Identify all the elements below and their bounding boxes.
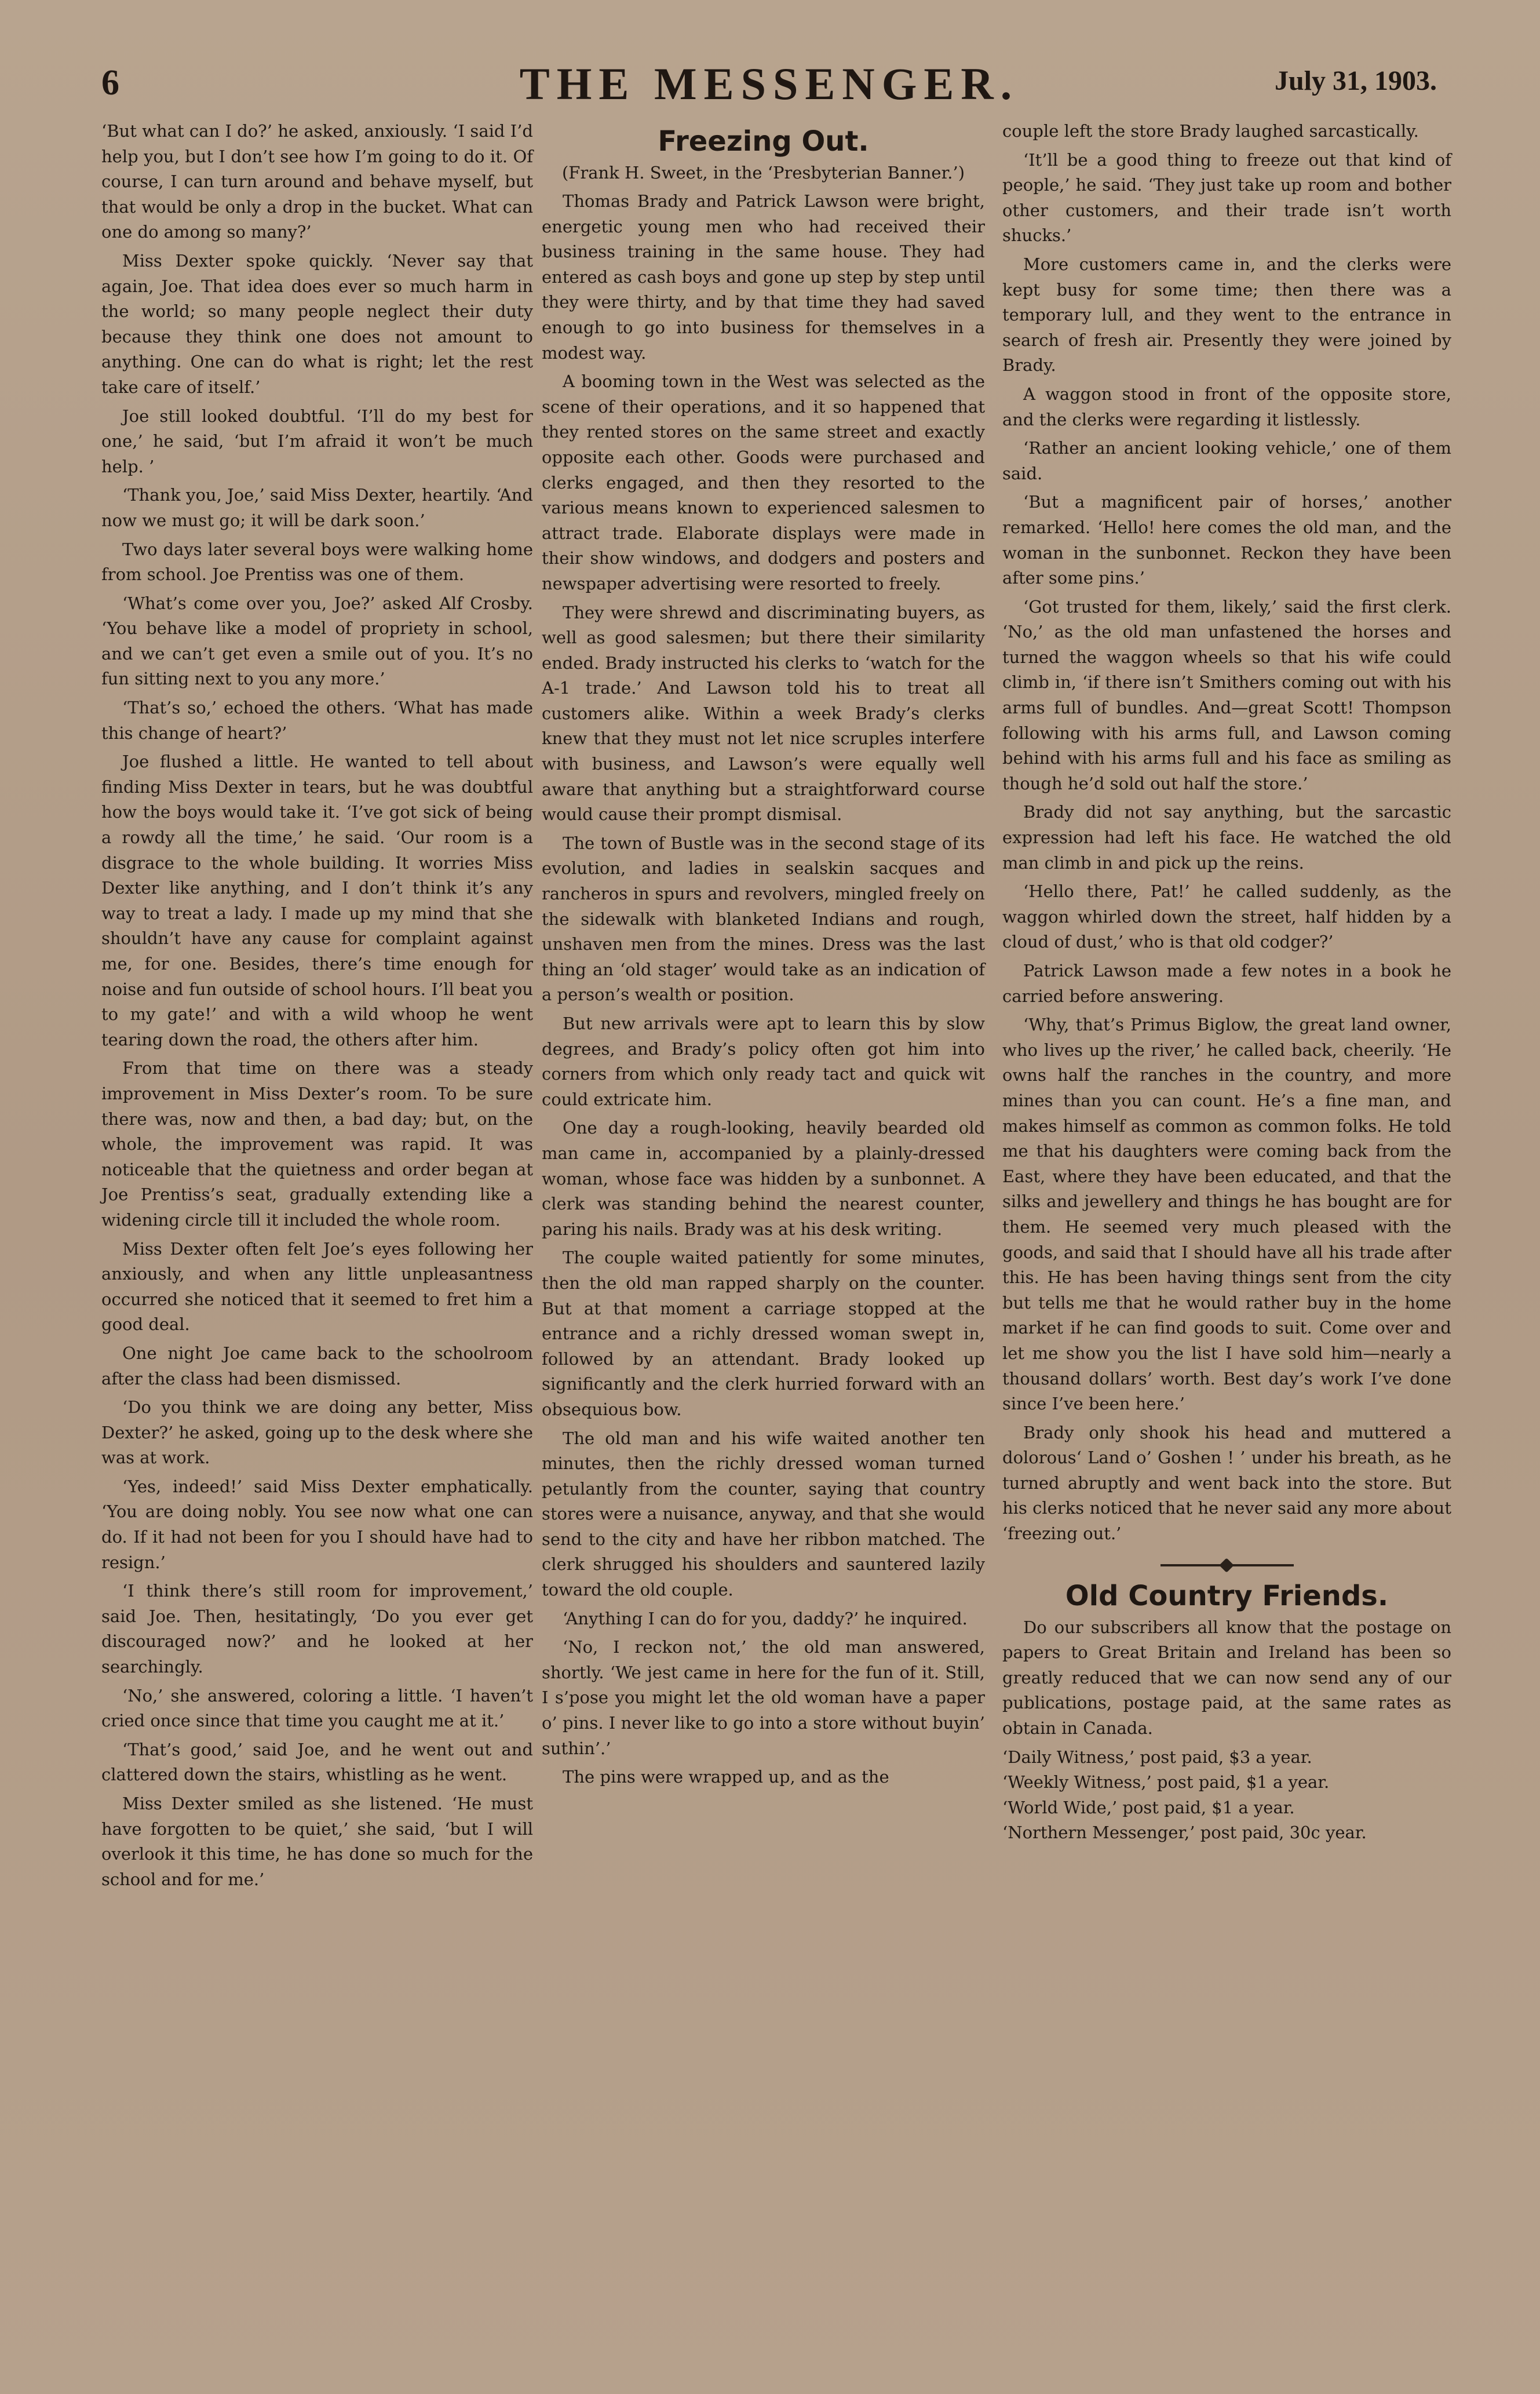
paragraph: The pins were wrapped up, and as the — [563, 1767, 889, 1787]
paragraph: One day a rough-looking, heavily bearded old man came in, accompanied by a plainly-dressed woman, whose face was hidden by a sunbonnet. A clerk was standing behind the nearest counter, paring his nails. Brady was at his desk writing. — [542, 1118, 985, 1239]
paragraph: More customers came in, and the clerks were kept busy for some time; then there was a temporary lull, and they went to the entrance in search of fresh air. Presently they were joined by Brady. — [1002, 254, 1451, 376]
paragraph: ‘Yes, indeed!’ said Miss Dexter emphatically. ‘You are doing nobly. You see now what one can do. If it had not been for you I should have had to resign.’ — [101, 1476, 533, 1572]
paragraph: Miss Dexter spoke quickly. ‘Never say that again, Joe. That idea does ever so much harm in the world; so many people neglect their duty because they think one does not amount to anything. One can do what is right; let the rest take care of itself.’ — [101, 250, 533, 397]
paragraph: One night Joe came back to the schoolroom after the class had been dismissed. — [101, 1343, 533, 1389]
issue-date: July 31, 1903. — [1274, 65, 1437, 96]
paragraph: ‘No,’ she answered, coloring a little. ‘I haven’t cried once since that time you caught me at it.’ — [101, 1685, 533, 1731]
notice-heading: Old Country Friends. — [1065, 1579, 1389, 1612]
paragraph: ‘What’s come over you, Joe?’ asked Alf Crosby. ‘You behave like a model of propriety in school, and we can’t get even a smile out of you. It’s no fun sitting next to you any more.’ — [101, 593, 533, 689]
paragraph: ‘Thank you, Joe,’ said Miss Dexter, heartily. ‘And now we must go; it will be dark soon.’ — [101, 485, 533, 530]
paragraph: ‘Anything I can do for you, daddy?’ he inquired. — [563, 1608, 968, 1628]
notice-body: Do our subscribers all know that the postage on papers to Great Britain and Ireland has been so greatly reduced that we can now send any of our publications, postage paid, at the same rates as obtain in Canada. — [1002, 1617, 1451, 1739]
paragraph: Miss Dexter smiled as she listened. ‘He must have forgotten to be quiet,’ she said, ‘but I will overlook it this time, he has done so much for the school and for me.’ — [101, 1794, 533, 1889]
paragraph: ‘Why, that’s Primus Biglow, the great land owner, who lives up the river,’ he called back, cheerily. ‘He owns half the ranches in the country, and more mines than you can count. He’s a fine man, and makes himself as common as common folks. He told me that his daughters were coming back from the East, where they have been educated, and that the silks and jewellery and things he has bought are for them. He seemed very much pleased with the goods, and said that I should have all his trade after this. He has been having things sent from the city but tells me that he would rather buy in the home market if he can find goods to suit. Come over and let me show you the list I have sold him—nearly a thousand dollars’ worth. Best day’s work I’ve done since I’ve been here.’ — [1002, 1015, 1451, 1414]
paragraph: The town of Bustle was in the second stage of its evolution, and ladies in sealskin sacques and rancheros in spurs and revolvers, mingled freely on the sidewalk with blanketed Indians and rough, unshaven men from the mines. Dress was the last thing an ‘old stager’ would take as an indication of a person’s wealth or position. — [542, 833, 985, 1005]
column-2 — [542, 125, 985, 1794]
paragraph: But new arrivals were apt to learn this by slow degrees, and Brady’s policy often got him into corners from which only ready tact and quick wit could extricate him. — [542, 1014, 985, 1109]
price-line: ‘World Wide,’ post paid, $1 a year. — [1002, 1797, 1295, 1817]
paragraph: Thomas Brady and Patrick Lawson were bright, energetic young men who had received their business training in the same house. They had entered as cash boys and gone up step by step until they were thirty, and by that time they had saved enough to go into business for themselves in a modest way. — [542, 191, 985, 363]
paragraph: ‘Hello there, Pat!’ he called suddenly, as the waggon whirled down the street, half hidden by a cloud of dust,’ who is that old codger?’ — [1002, 881, 1451, 952]
paragraph: ‘Got trusted for them, likely,’ said the first clerk. ‘No,’ as the old man unfastened the horses and turned the waggon wheels so that his wife could climb in, ‘if there isn’t Smithers coming out with his arms full of bundles. And—great Scott! Thompson following with his arms full, and Lawson coming behind with his arms full and his face as smiling as though he’d sold out half the store.’ — [1002, 596, 1451, 793]
paragraph: Patrick Lawson made a few notes in a book he carried before answering. — [1002, 961, 1451, 1006]
paragraph: ‘Rather an ancient looking vehicle,’ one of them said. — [1002, 438, 1451, 483]
paragraph: They were shrewd and discriminating buyers, as well as good salesmen; but there their similarity ended. Brady instructed his clerks to ‘watch for the A-1 trade.’ And Lawson told his to treat all customers alike. Within a week Brady’s clerks knew that they must not let nice scruples interfere with business, and Lawson’s were equally well aware that anything but a straightforward course would cause their prompt dismisal. — [542, 602, 985, 825]
price-line: ‘Daily Witness,’ post paid, $3 a year. — [1002, 1747, 1312, 1767]
paragraph: Joe still looked doubtful. ‘I’ll do my best for one,’ he said, ‘but I’m afraid it won’t be much help. ’ — [101, 406, 533, 476]
paragraph: Brady did not say anything, but the sarcastic expression had left his face. He watched the old man climb in and pick up the reins. — [1002, 802, 1451, 873]
paragraph: Miss Dexter often felt Joe’s eyes following her anxiously, and when any little unpleasantness occurred she noticed that it seemed to fret him a good deal. — [101, 1238, 533, 1335]
paragraph: Brady only shook his head and muttered a dolorous‘ Land o’ Goshen ! ’ under his breath, as he turned abruptly and went back into the store. But his clerks noticed that he never said any more about ‘freezing out.’ — [1002, 1422, 1451, 1544]
paragraph: ‘That’s good,’ said Joe, and he went out and clattered down the stairs, whistling as he went. — [101, 1739, 533, 1785]
paragraph: ‘No, I reckon not,’ the old man answered, shortly. ‘We jest came in here for the fun of it. Still, I s’pose you might let the old woman have a paper o’ pins. I never like to go into a store without buyin’ suthin’.’ — [542, 1637, 985, 1758]
paragraph: Joe flushed a little. He wanted to tell about finding Miss Dexter in tears, but he was doubtful how the boys would take it. ‘I’ve got sick of being a rowdy all the time,’ he said. ‘Our room is a disgrace to the whole building. It worries Miss Dexter like anything, and I don’t think it’s any way to treat a lady. I made up my mind that she shouldn’t have any cause for complaint against me, for one. Besides, there’s time enough for noise and fun outside of school hours. I’ll beat you to my gate!’ and with a wild whoop he went tearing down the road, the others after him. — [101, 752, 533, 1050]
masthead — [101, 58, 1437, 110]
article-byline: (Frank H. Sweet, in the ‘Presbyterian Banner.’) — [561, 163, 965, 183]
column-3 — [1002, 119, 1451, 1846]
paragraph: couple left the store Brady laughed sarcastically. — [1002, 121, 1419, 141]
subscription-price-list — [1002, 1745, 1451, 1846]
article-heading: Freezing Out. — [658, 125, 869, 158]
newspaper-title: THE MESSENGER. — [519, 59, 1019, 109]
column-1 — [101, 119, 533, 1896]
section-divider — [1161, 1564, 1294, 1566]
page-number: 6 — [101, 63, 119, 103]
paragraph: ‘But what can I do?’ he asked, anxiously. ‘I said I’d help you, but I don’t see how I’m going to do it. Of course, I can turn around and behave myself, but that would be only a drop in the bucket. What can one do among so many?’ — [101, 121, 533, 242]
paragraph: ‘Do you think we are doing any better, Miss Dexter?’ he asked, going up to the desk where she was at work. — [101, 1397, 533, 1468]
paragraph: Two days later several boys were walking home from school. Joe Prentiss was one of them. — [101, 539, 533, 585]
paragraph: The old man and his wife waited another ten minutes, then the richly dressed woman turned petulantly from the counter, saying that country stores were a nuisance, anyway, and that she would send to the city and have her ribbon matched. The clerk shrugged his shoulders and sauntered lazily toward the old couple. — [542, 1428, 985, 1600]
paragraph: ‘It’ll be a good thing to freeze out that kind of people,’ he said. ‘They just take up room and bother other customers, and their trade isn’t worth shucks.’ — [1002, 150, 1451, 246]
paragraph: ‘But a magnificent pair of horses,’ another remarked. ‘Hello! here comes the old man, and the woman in the sunbonnet. Reckon they have been after some pins.’ — [1002, 492, 1451, 588]
paragraph: A booming town in the West was selected as the scene of their operations, and it so happened that they rented stores on the same street and exactly opposite each other. Goods were purchased and clerks engaged, and then they resorted to the various means known to experienced salesmen to attract trade. Elaborate displays were made in their show windows, and dodgers and posters and newspaper advertising were resorted to freely. — [542, 371, 985, 593]
paragraph: A waggon stood in front of the opposite store, and the clerks were regarding it listlessly. — [1002, 384, 1451, 429]
paragraph: The couple waited patiently for some minutes, then the old man rapped sharply on the counter. But at that moment a carriage stopped at the entrance and a richly dressed woman swept in, followed by an attendant. Brady looked up significantly and the clerk hurried forward with an obsequious bow. — [542, 1248, 985, 1419]
paragraph: From that time on there was a steady improvement in Miss Dexter’s room. To be sure there was, now and then, a bad day; but, on the whole, the improvement was rapid. It was noticeable that the quietness and order began at Joe Prentiss’s seat, gradually extending like a widening circle till it included the whole room. — [101, 1058, 533, 1230]
price-line: ‘Weekly Witness,’ post paid, $1 a year. — [1002, 1772, 1330, 1792]
price-line: ‘Northern Messenger,’ post paid, 30c year. — [1002, 1823, 1367, 1843]
paragraph: ‘That’s so,’ echoed the others. ‘What has made this change of heart?’ — [101, 698, 533, 743]
paragraph: ‘I think there’s still room for improvement,’ said Joe. Then, hesitatingly, ‘Do you ever get discouraged now?’ and he looked at her searchingly. — [101, 1581, 533, 1677]
